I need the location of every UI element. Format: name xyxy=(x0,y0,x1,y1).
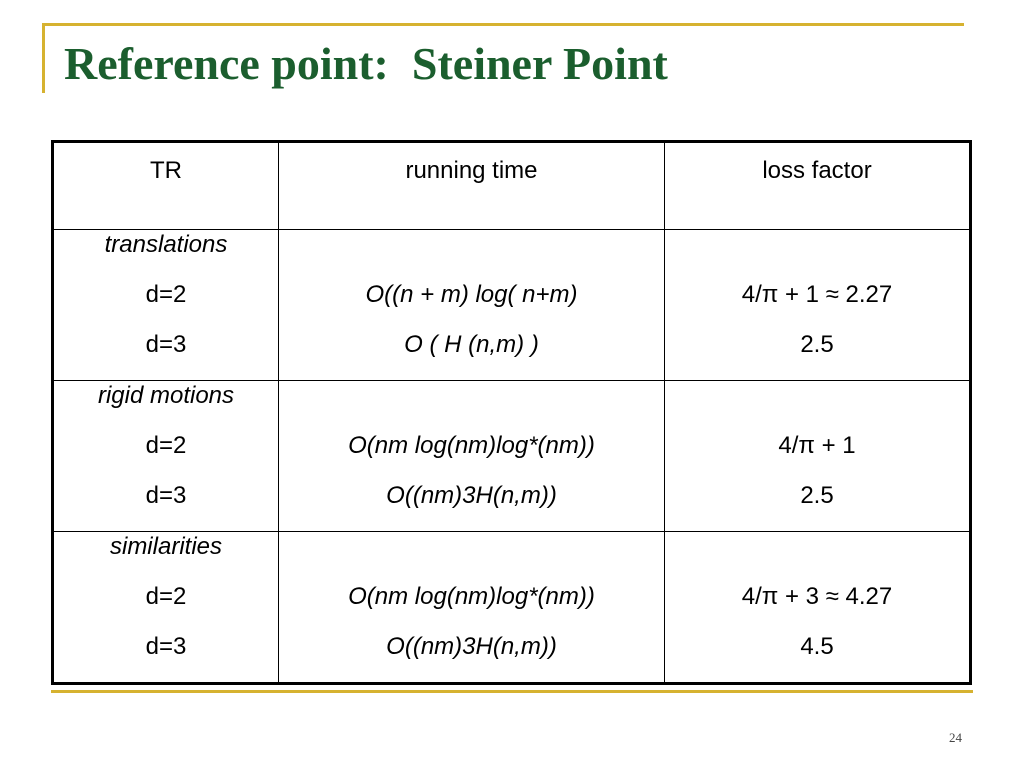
loss-factor-cell xyxy=(665,230,971,381)
left-accent-rule xyxy=(42,23,45,93)
tr-cell xyxy=(53,381,279,532)
spacer-line xyxy=(279,230,664,280)
running-time-value: O(nm log(nm)log*(nm)) xyxy=(348,583,595,610)
running-time-value: O(nm log(nm)log*(nm)) xyxy=(348,432,595,459)
header-loss-factor: loss factor xyxy=(665,142,971,230)
group-name: similarities xyxy=(109,533,222,560)
group-name: translations xyxy=(104,231,228,258)
dimension-label: d=3 xyxy=(145,633,187,660)
header-running-time: running time xyxy=(279,142,665,230)
loss-factor-value: 4/π + 1 xyxy=(778,432,856,459)
running-time-cell xyxy=(279,381,665,532)
bottom-accent-rule xyxy=(51,690,973,693)
running-time-value: O((nm)3H(n,m)) xyxy=(386,633,557,660)
running-time-value: O ( H (n,m) ) xyxy=(404,331,539,358)
running-time-value: O((nm)3H(n,m)) xyxy=(386,482,557,509)
running-time-value: O((n + m) log( n+m) xyxy=(365,281,578,308)
tr-cell xyxy=(53,532,279,684)
header-tr: TR xyxy=(53,142,279,230)
loss-factor-value: 4/π + 3 ≈ 4.27 xyxy=(741,583,893,610)
table-header-row xyxy=(53,142,971,230)
spacer-line xyxy=(665,230,969,280)
loss-factor-value: 4.5 xyxy=(800,633,834,660)
loss-factor-cell xyxy=(665,532,971,684)
top-accent-rule xyxy=(42,23,964,26)
dimension-label: d=2 xyxy=(145,281,187,308)
loss-factor-cell xyxy=(665,381,971,532)
steiner-point-table xyxy=(51,140,972,685)
table-row-similarities xyxy=(53,532,971,684)
spacer-line xyxy=(279,532,664,582)
dimension-label: d=2 xyxy=(145,432,187,459)
dimension-label: d=2 xyxy=(145,583,187,610)
loss-factor-value: 2.5 xyxy=(800,331,834,358)
table-row-translations xyxy=(53,230,971,381)
running-time-cell xyxy=(279,532,665,684)
table-row-rigid-motions xyxy=(53,381,971,532)
loss-factor-value: 4/π + 1 ≈ 2.27 xyxy=(741,281,893,308)
group-name: rigid motions xyxy=(97,382,235,409)
running-time-cell xyxy=(279,230,665,381)
loss-factor-value: 2.5 xyxy=(800,482,834,509)
dimension-label: d=3 xyxy=(145,331,187,358)
page-number: 24 xyxy=(949,730,962,745)
dimension-label: d=3 xyxy=(145,482,187,509)
slide-title: Reference point: Steiner Point xyxy=(64,38,668,89)
spacer-line xyxy=(279,381,664,431)
tr-cell xyxy=(53,230,279,381)
spacer-line xyxy=(665,532,969,582)
spacer-line xyxy=(665,381,969,431)
